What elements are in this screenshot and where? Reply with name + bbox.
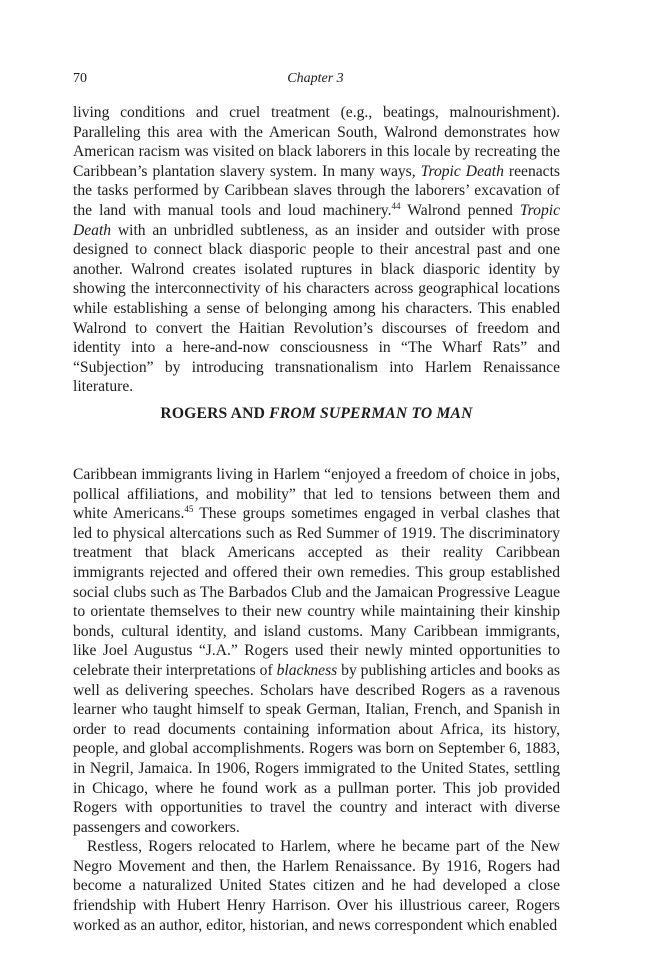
section-heading — [73, 404, 560, 424]
heading-text: ROGERS AND — [160, 405, 270, 422]
book-title-italic: Tropic Death — [73, 201, 560, 239]
text-run: These groups sometimes engaged in verbal clashes that led to physical altercations such as Red Summer of 1919. The discriminatory treatment that black Americans accepted as their reality Caribbean immigrants rejected and offered their own remedies. This group established social clubs such as The Barbados Club and the Jamaican Progressive League to orientate themselves to their new country while maintaining their kinship bonds, cultural identity, and island customs. Many Caribbean immigrants, like Joel Augustus “J.A.” Rogers used their newly minted opportunities to celebrate their interpretations of — [73, 505, 560, 679]
footnote-ref-45: 45 — [184, 504, 194, 514]
text-run: by publishing articles and books as well as delivering speeches. Scholars have described Rogers as a ravenous learner who taught himself to speak German, Italian, French, and Spanish in order to read documents containing information about Africa, its history, people, and global accomplishments. Rogers was born on September 6, 1883, in Negril, Jamaica. In 1906, Rogers immigrated to the United States, settling in Chicago, where he found work as a pullman porter. This job provided Rogers with opportunities to travel the country and interact with diverse passengers and coworkers. — [73, 661, 560, 836]
chapter-label: Chapter 3 — [287, 71, 344, 86]
paragraph-caribbean-immigrants — [73, 465, 560, 837]
text-run: Walrond penned — [400, 201, 520, 219]
running-header — [73, 70, 558, 88]
text-run: Caribbean immigrants living in Harlem “enjoyed a freedom of choice in jobs, pollical affiliations, and mobility” that led to tensions between them and white Americans. — [73, 466, 560, 523]
book-title-italic: Tropic Death — [420, 162, 504, 180]
emphasis-italic: blackness — [276, 661, 338, 679]
text-run: living conditions and cruel treatment (e.g., beatings, malnourishment). Paralleling this area with the American South, Walrond demonstrates how American racism was visited on black laborers in this locale by recreating the Caribbean’s plantation slavery system. In many ways, — [73, 104, 560, 180]
page-number: 70 — [73, 71, 87, 86]
footnote-ref-44: 44 — [391, 200, 401, 211]
paragraph-rogers-harlem: Restless, Rogers relocated to Harlem, where he became part of the New Negro Movement and then, the Harlem Renaissance. By 1916, Rogers had become a naturalized United States citizen and he had developed a close friendship with Hubert Henry Harrison. Over his illustrious career, Rogers worked as an author, editor, historian, and news correspondent which enabled — [73, 838, 560, 934]
paragraph-walrond — [73, 103, 560, 397]
body-text-lower — [73, 465, 560, 935]
body-text-upper — [73, 103, 560, 397]
text-run: reenacts the tasks performed by Caribbean slaves through the laborers’ excavation of the land with manual tools and loud machinery. — [73, 162, 560, 219]
text-run: with an unbridled subtleness, as an insider and outsider with prose designed to connect black diasporic people to their ancestral past and one another. Walrond creates isolated ruptures in black diasporic identity by showing the interconnectivity of his characters across geographical locations while establishing a sense of belonging among his characters. This enabled Walrond to convert the Haitian Revolution’s discourses of freedom and identity into a here-and-now consciousness in “The Wharf Rats” and “Subjection” by introducing transnationalism into Harlem Renaissance literature. — [73, 221, 560, 396]
heading-title-italic: FROM SUPERMAN TO MAN — [269, 405, 473, 422]
